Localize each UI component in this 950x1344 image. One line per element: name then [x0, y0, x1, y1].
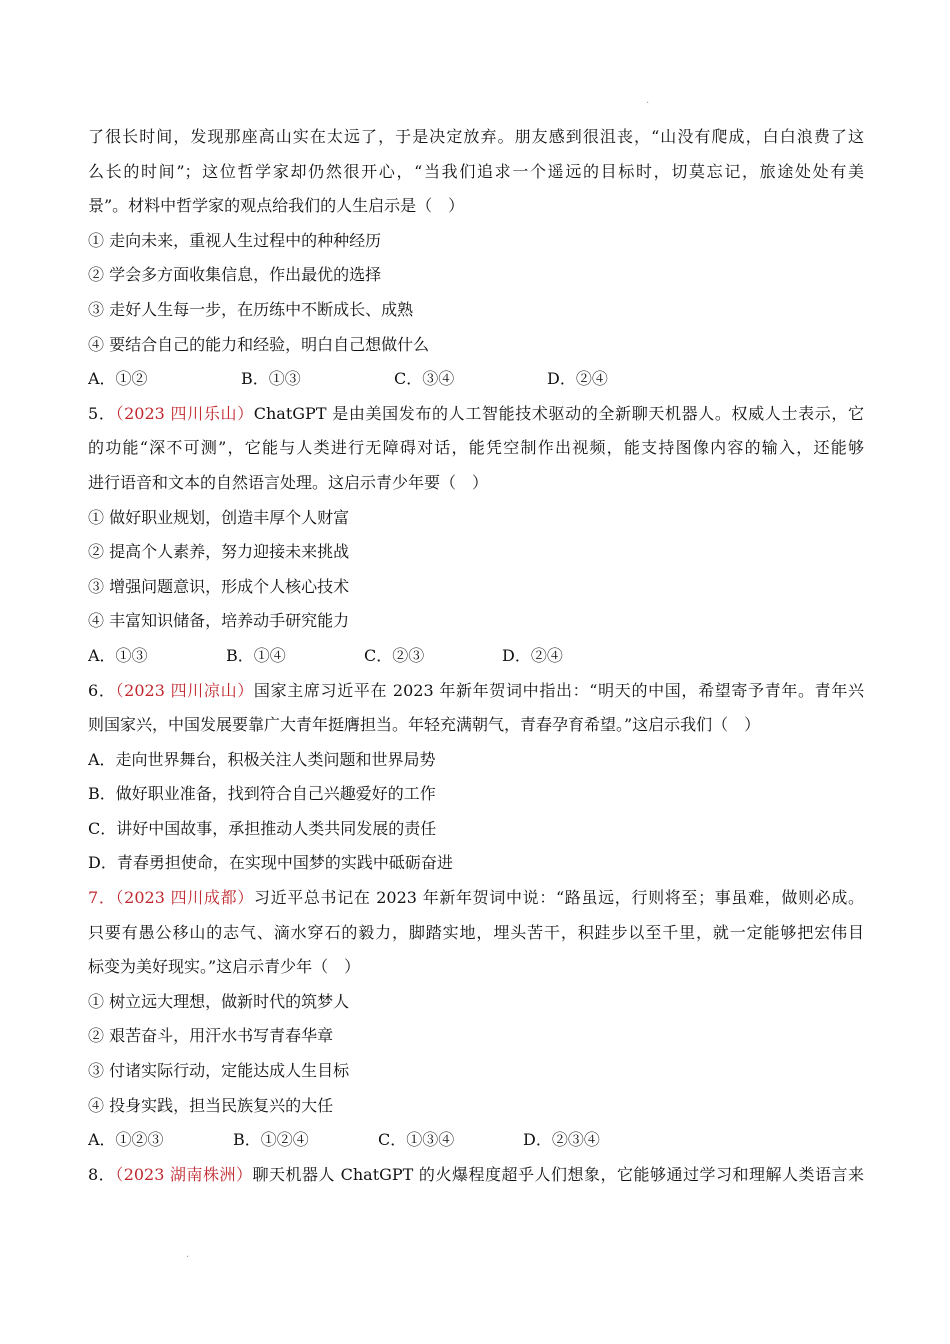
question-5-item: ③ 增强问题意识，形成个人核心技术	[88, 576, 350, 596]
question-6-stem-line: 则国家兴，中国发展要靠广大青年挺膺担当。年轻充满朝气，青春孕育希望。”这启示我们（ ）	[88, 715, 761, 735]
option-d: D．②④	[502, 645, 563, 665]
option-a: A．①③	[88, 645, 148, 665]
question-5-item: ① 做好职业规划，创造丰厚个人财富	[88, 507, 350, 527]
question-4-options	[88, 362, 864, 397]
question-8-stem-line	[88, 1158, 864, 1193]
question-4-item: ④ 要结合自己的能力和经验，明白自己想做什么	[88, 334, 430, 354]
question-7-options	[88, 1123, 864, 1158]
option-b: B．①③	[241, 369, 301, 389]
question-content	[88, 120, 864, 1192]
question-source: （2023 四川成都）	[115, 888, 254, 908]
question-5-stem-line	[88, 397, 864, 432]
question-5-item: ④ 丰富知识储备，培养动手研究能力	[88, 611, 350, 631]
footer-mark: .	[186, 1249, 190, 1260]
question-6-stem-line	[88, 674, 864, 709]
option-d: D．②④	[547, 369, 608, 389]
option-c: C．①③④	[378, 1130, 455, 1150]
question-5-options	[88, 639, 864, 674]
question-6-option: C．讲好中国故事，承担推动人类共同发展的责任	[88, 818, 437, 838]
question-7-item: ② 艰苦奋斗，用汗水书写青春华章	[88, 1026, 334, 1046]
question-source: （2023 四川乐山）	[115, 403, 254, 423]
question-7-stem-line: 只要有愚公移山的志气、滴水穿石的毅力，脚踏实地，埋头苦干，积跬步以至千里，就一定能够把宏伟目	[88, 922, 864, 942]
question-5-stem-line: 进行语音和文本的自然语言处理。这启示青少年要（ ）	[88, 472, 489, 492]
question-4	[88, 120, 864, 397]
question-7-item: ④ 投身实践，担当民族复兴的大任	[88, 1095, 334, 1115]
question-stem-text: ChatGPT 是由美国发布的人工智能技术驱动的全新聊天机器人。权威人士表示，它	[253, 403, 864, 423]
question-stem-text: 习近平总书记在 2023 年新年贺词中说：“路虽远，行则将至；事虽难，做则必成。	[253, 888, 864, 908]
question-6-option: A．走向世界舞台，积极关注人类问题和世界局势	[88, 749, 436, 769]
question-number: 6．	[88, 680, 116, 700]
question-source: （2023 湖南株洲）	[115, 1164, 253, 1184]
question-7-stem-line: 标变为美好现实。”这启示青少年（ ）	[88, 957, 361, 977]
question-6	[88, 674, 864, 882]
question-7-item: ③ 付诸实际行动，定能达成人生目标	[88, 1061, 350, 1081]
question-number: 7．	[88, 888, 116, 908]
option-a: A．①②	[88, 369, 148, 389]
question-7-item: ① 树立远大理想，做新时代的筑梦人	[88, 991, 350, 1011]
question-number: 5．	[88, 403, 116, 423]
question-4-item: ② 学会多方面收集信息，作出最优的选择	[88, 265, 382, 285]
question-stem-text: 聊天机器人 ChatGPT 的火爆程度超乎人们想象，它能够通过学习和理解人类语言来	[252, 1164, 864, 1184]
question-8	[88, 1158, 864, 1193]
question-4-item: ③ 走好人生每一步，在历练中不断成长、成熟	[88, 299, 414, 319]
question-4-stem-line: 景”。材料中哲学家的观点给我们的人生启示是（ ）	[88, 196, 465, 216]
question-6-option: B．做好职业准备，找到符合自己兴趣爱好的工作	[88, 784, 436, 804]
option-a: A．①②③	[88, 1130, 164, 1150]
question-7-stem-line	[88, 881, 864, 916]
question-4-stem-line: 么长的时间”；这位哲学家却仍然很开心，“当我们追求一个遥远的目标时，切莫忘记，旅途处处有美	[88, 161, 864, 181]
question-4-item: ① 走向未来，重视人生过程中的种种经历	[88, 230, 382, 250]
question-source: （2023 四川凉山）	[115, 680, 254, 700]
question-stem-text: 国家主席习近平在 2023 年新年贺词中指出：“明天的中国，希望寄予青年。青年兴	[253, 680, 864, 700]
option-d: D．②③④	[523, 1130, 600, 1150]
question-5-item: ② 提高个人素养，努力迎接未来挑战	[88, 542, 350, 562]
question-6-option: D．青春勇担使命，在实现中国梦的实践中砥砺奋进	[88, 853, 453, 873]
question-5-stem-line: 的功能“深不可测”，它能与人类进行无障碍对话，能凭空制作出视频，能支持图像内容的输入，还能够	[88, 438, 864, 458]
question-5	[88, 397, 864, 674]
question-number: 8．	[88, 1164, 116, 1184]
option-b: B．①②④	[233, 1130, 309, 1150]
header-mark: .	[646, 95, 650, 106]
question-7	[88, 881, 864, 1158]
option-c: C．③④	[394, 369, 455, 389]
option-b: B．①④	[226, 645, 286, 665]
option-c: C．②③	[364, 645, 425, 665]
question-4-stem-line: 了很长时间，发现那座高山实在太远了，于是决定放弃。朋友感到很沮丧，“山没有爬成，白白浪费了这	[88, 127, 864, 146]
